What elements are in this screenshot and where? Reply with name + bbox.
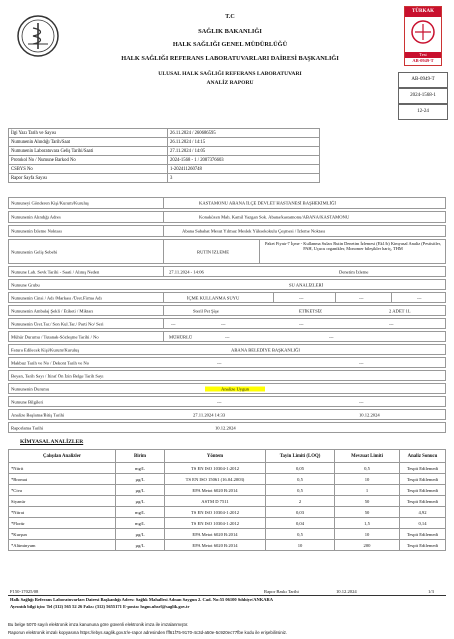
- table-row: [9, 529, 446, 540]
- reason-label: Numunenin Geliş Sebebi: [11, 249, 58, 254]
- point-row: [8, 225, 446, 237]
- type-value: İÇME KULLANMA SUYU: [187, 295, 240, 300]
- footer-address: Halk Sağlığı Referans Laboratuvarları Dairesi Başkanlığı Adres: Sağlık Mahallesi Adnan Saygun 2. Cad. No:55 06100 Sıhhiye/ANKARA: [10, 597, 273, 602]
- type-label: Numunenin Cinsi / Adı /Markası /Üret.Firma Adı: [11, 295, 102, 300]
- seal-extra: ---: [329, 334, 334, 339]
- info-row: [9, 165, 320, 174]
- info-row: [9, 138, 320, 147]
- info-value: 2024-1568 - 1 / 2087376603: [168, 156, 320, 165]
- turkak-title: TÜRKAK: [405, 7, 441, 17]
- limit: 50: [335, 496, 400, 507]
- unit: µg/L: [116, 474, 165, 485]
- unit: µg/L: [116, 485, 165, 496]
- side-box-accreditation: AB-0949-T: [398, 72, 448, 88]
- sender-row: [8, 197, 446, 209]
- method: TS EN ISO 10304-1:2012: [165, 507, 266, 518]
- unit: µg/L: [116, 496, 165, 507]
- pack-value: Steril Pet Şişe: [193, 308, 219, 313]
- turkak-emblem-icon: [405, 17, 441, 47]
- results-table: [8, 449, 446, 551]
- limit: 200: [335, 540, 400, 551]
- notes-label: Numune Bilgileri: [11, 399, 44, 404]
- side-box-month: 12-24: [398, 104, 448, 120]
- seal-label: Mühür Durumu / Tutanak-Sözleşme Tarihi / No: [11, 334, 99, 339]
- result: 0,14: [400, 518, 446, 529]
- reason-row: [8, 239, 446, 264]
- seal-value: MÜHÜRLÜ: [169, 334, 193, 339]
- objection-label: Beyan, Tarih Sayı / İtiraf Ön İzin Belge Tarih Sayı: [11, 373, 104, 378]
- form-code: F150-17025/08: [10, 589, 39, 594]
- received-reason: Denetim İzleme: [339, 269, 369, 274]
- result: Tespit Edilemedi: [400, 529, 446, 540]
- header-tc: T.C: [225, 14, 235, 20]
- page-number: 1/3: [428, 589, 434, 594]
- analysis-name: *Florür: [9, 518, 116, 529]
- point-label: Numunenin İzleme Noktası: [11, 228, 62, 234]
- header-report-title: ANALİZ RAPORU: [206, 80, 254, 86]
- prod-value: ---: [389, 321, 394, 326]
- col-header-limit: Mevzuat Limiti: [335, 450, 400, 463]
- footer-contact: Ayrıntılı bilgi için: Tel (312) 565 52 26 Faks: (312) 5655171 E-posta: hsgm.uhsrl@saglik.gov.tr: [10, 604, 190, 609]
- unit: mg/L: [116, 463, 165, 474]
- footer-divider: [8, 595, 446, 596]
- invoice-row: [8, 344, 446, 355]
- type-extra: ---: [359, 295, 364, 300]
- analysis-end: 10.12.2024: [359, 412, 380, 417]
- report-date-row: [8, 422, 446, 433]
- col-header-method: Yöntem: [165, 450, 266, 463]
- report-date-value: 10.12.2024: [215, 425, 236, 430]
- address-row: [8, 211, 446, 223]
- turkak-accreditation-logo: [404, 6, 442, 66]
- table-row: [9, 507, 446, 518]
- invoice-value: ABANA BELEDİYE BAŞKANLIĞI: [231, 347, 300, 352]
- info-row: [9, 156, 320, 165]
- analysis-name: *Nitrit: [9, 463, 116, 474]
- loq: 0,5: [266, 474, 335, 485]
- info-label: İlgi Yazı Tarih ve Sayısı: [9, 129, 168, 138]
- print-date: 10.12.2024: [336, 589, 357, 594]
- pack-row: [8, 305, 446, 316]
- analysis-label: Analize Başlama/Bitiş Tarihi: [11, 412, 65, 417]
- unit: mg/L: [116, 507, 165, 518]
- loq: 10: [266, 540, 335, 551]
- invoice-label: Fatura Edilecek Kişi/Kurum/Kuruluş: [11, 347, 80, 352]
- header-department: HALK SAĞLIĞI REFERANS LABORATUVARLARI DAİRESİ BAŞKANLIĞI: [121, 55, 339, 62]
- analysis-start: 27.11.2024 14:33: [193, 412, 226, 417]
- sender-label: Numuneyi Gönderen Kişi/Kurum/Kuruluş: [11, 200, 89, 206]
- notes-value: ---: [359, 399, 364, 404]
- method: ASTM D 7511: [165, 496, 266, 507]
- info-table: [8, 128, 320, 183]
- result: 4,92: [400, 507, 446, 518]
- table-row: [9, 496, 446, 507]
- side-box-protocol: 2024-1568-1: [398, 88, 448, 104]
- verify-notice: Raporun elektronik imzalı kopyasına https://ebys.saglik.gov.tr/e-rapor adresinden fff61f75-9170-4c3d-a50e-5c920ec77fbe kodu ile erişebilirsiniz.: [8, 630, 288, 635]
- result: Tespit Edilemedi: [400, 463, 446, 474]
- analysis-name: Siyanür: [9, 496, 116, 507]
- limit: 50: [335, 507, 400, 518]
- results-title: KİMYASAL ANALİZLER: [20, 439, 84, 445]
- quantity-value: 2 ADET 1L: [389, 308, 411, 313]
- loq: 0,5: [266, 485, 335, 496]
- group-value: SU ANALİZLERİ: [289, 282, 324, 287]
- analysis-name: *Civa: [9, 485, 116, 496]
- received-row: [8, 266, 446, 277]
- analysis-name: *Kurşun: [9, 529, 116, 540]
- loq: 0,5: [266, 529, 335, 540]
- report-date-label: Raporlama Tarihi: [11, 425, 44, 430]
- method: TS EN ISO 15061 (16.04.2003): [165, 474, 266, 485]
- info-value: 1-202411260748: [168, 165, 320, 174]
- sender-value: KASTAMONU ABANA İLÇE DEVLET HASTANESİ BAŞHEKİMLİĞİ: [199, 200, 336, 206]
- unit: mg/L: [116, 518, 165, 529]
- type-extra: ---: [417, 295, 422, 300]
- table-row: [9, 540, 446, 551]
- receipt-label: Makbuz Tarih ve No / Dekont Tarih ve No: [11, 360, 90, 365]
- turkak-code: AB-0949-T: [412, 58, 434, 63]
- method: EPA Metot 6020 B:2014: [165, 540, 266, 551]
- info-label: Numunenin Laboratuvara Geliş Tarihi/Saati: [9, 147, 168, 156]
- loq: 0,05: [266, 463, 335, 474]
- info-value: 26.11.2024 / 14:15: [168, 138, 320, 147]
- receipt-row: [8, 357, 446, 368]
- unit: µg/L: [116, 540, 165, 551]
- esign-notice: Bu belge 5070 sayılı elektronik imza kanununa göre güvenli elektronik imza ile imzalanmıştır.: [8, 622, 189, 627]
- loq: 0,04: [266, 518, 335, 529]
- info-row: [9, 147, 320, 156]
- header-directorate: HALK SAĞLIĞI GENEL MÜDÜRLÜĞÜ: [172, 41, 288, 48]
- col-header-loq: Tayin Limiti (LOQ): [266, 450, 335, 463]
- received-label: Numune Lab. Sevk Tarihi - Saati / Alınış Neden: [11, 269, 100, 274]
- receipt-value: ---: [217, 360, 222, 365]
- status-row: [8, 383, 446, 394]
- objection-row: [8, 370, 446, 381]
- limit: 10: [335, 474, 400, 485]
- prod-value: ---: [171, 321, 176, 326]
- col-header-unit: Birim: [116, 450, 165, 463]
- table-row: [9, 485, 446, 496]
- received-date: 27.11.2024 - 14:06: [169, 269, 204, 274]
- analysis-name: *Nitrat: [9, 507, 116, 518]
- seal-row: [8, 331, 446, 342]
- status-value: Analize Uygun: [205, 386, 265, 391]
- address-label: Numunenin Alındığı Adres: [11, 214, 61, 220]
- info-label: CSBYS No: [9, 165, 168, 174]
- header-ministry: SAĞLIK BAKANLIĞI: [198, 28, 262, 35]
- turkak-sub: Test: [405, 52, 441, 58]
- table-row: [9, 518, 446, 529]
- method: EPA Metot 6020 B:2014: [165, 529, 266, 540]
- info-row: [9, 174, 320, 183]
- group-row: [8, 279, 446, 290]
- analysis-row: [8, 409, 446, 420]
- reason-detail: Paket Fiyatı-7 İçme - Kullanma Suları Rutin Denetim İzlemesi (Ek1/b) Kimyasal Analiz (Pestisitler, PAH, Uçucu organikler, Monomer bileşikler hariç, THM: [264, 241, 442, 252]
- result: Tespit Edilemedi: [400, 496, 446, 507]
- pack-label: Numunenin Ambalaj Şekli / Etiketi / Miktarı: [11, 308, 94, 313]
- receipt-value: ---: [359, 360, 364, 365]
- table-row: [9, 463, 446, 474]
- info-row: [9, 129, 320, 138]
- limit: 1: [335, 485, 400, 496]
- prod-label: Numunenin Üret.Tar./ Son Kul.Tar./ Parti No/ Seri: [11, 321, 104, 326]
- result: Tespit Edilemedi: [400, 474, 446, 485]
- info-value: 27.11.2024 / 14:05: [168, 147, 320, 156]
- result: Tespit Edilemedi: [400, 540, 446, 551]
- reason-value: RUTİN İZLEME: [197, 249, 230, 254]
- info-label: Numunenin Alındığı Tarih/Saat: [9, 138, 168, 147]
- prod-value: ---: [221, 321, 226, 326]
- notes-value: ---: [217, 399, 222, 404]
- method: EPA Metot 6020 B:2014: [165, 485, 266, 496]
- loq: 2: [266, 496, 335, 507]
- ministry-logo-icon: [16, 14, 60, 58]
- unit: µg/L: [116, 529, 165, 540]
- limit: 0,5: [335, 463, 400, 474]
- results-header-row: [9, 450, 446, 463]
- notes-row: [8, 396, 446, 407]
- print-label: Rapor Baskı Tarihi: [264, 589, 299, 594]
- table-row: [9, 474, 446, 485]
- address-value: Konaközen Mah. Kamil Yazgan Sok. Abana/kastamonu/ABANA/KASTAMONU: [199, 214, 350, 220]
- status-label: Numunenin Durumu: [11, 386, 50, 391]
- label-value: ETİKETSİZ: [299, 308, 322, 313]
- prod-row: [8, 318, 446, 329]
- type-extra: ---: [299, 295, 304, 300]
- group-label: Numune Grubu: [11, 282, 40, 287]
- limit: 10: [335, 529, 400, 540]
- prod-value: ---: [299, 321, 304, 326]
- col-header-analysis: Çalışılan Analizler: [9, 450, 116, 463]
- info-label: Rapor Sayfa Sayısı: [9, 174, 168, 183]
- method: TS EN ISO 10304-1:2012: [165, 518, 266, 529]
- info-label: Protokol No / Numune Barkod No: [9, 156, 168, 165]
- analysis-name: *Bromat: [9, 474, 116, 485]
- result: Tespit Edilemedi: [400, 485, 446, 496]
- limit: 1,5: [335, 518, 400, 529]
- info-value: 3: [168, 174, 320, 183]
- loq: 0,03: [266, 507, 335, 518]
- info-value: 26.11.2024 / 260686595: [168, 129, 320, 138]
- seal-extra: ---: [225, 334, 230, 339]
- type-row: [8, 292, 446, 303]
- col-header-result: Analiz Sonucu: [400, 450, 446, 463]
- analysis-name: *Alüminyum: [9, 540, 116, 551]
- method: TS EN ISO 10304-1:2012: [165, 463, 266, 474]
- point-value: Abana Sabahat Mesut Yılmaz Meslek Yüksekokulu Çeşmesi / İzleme Noktası: [182, 228, 326, 234]
- header-lab: ULUSAL HALK SAĞLIĞI REFERANS LABORATUVARI: [158, 71, 302, 77]
